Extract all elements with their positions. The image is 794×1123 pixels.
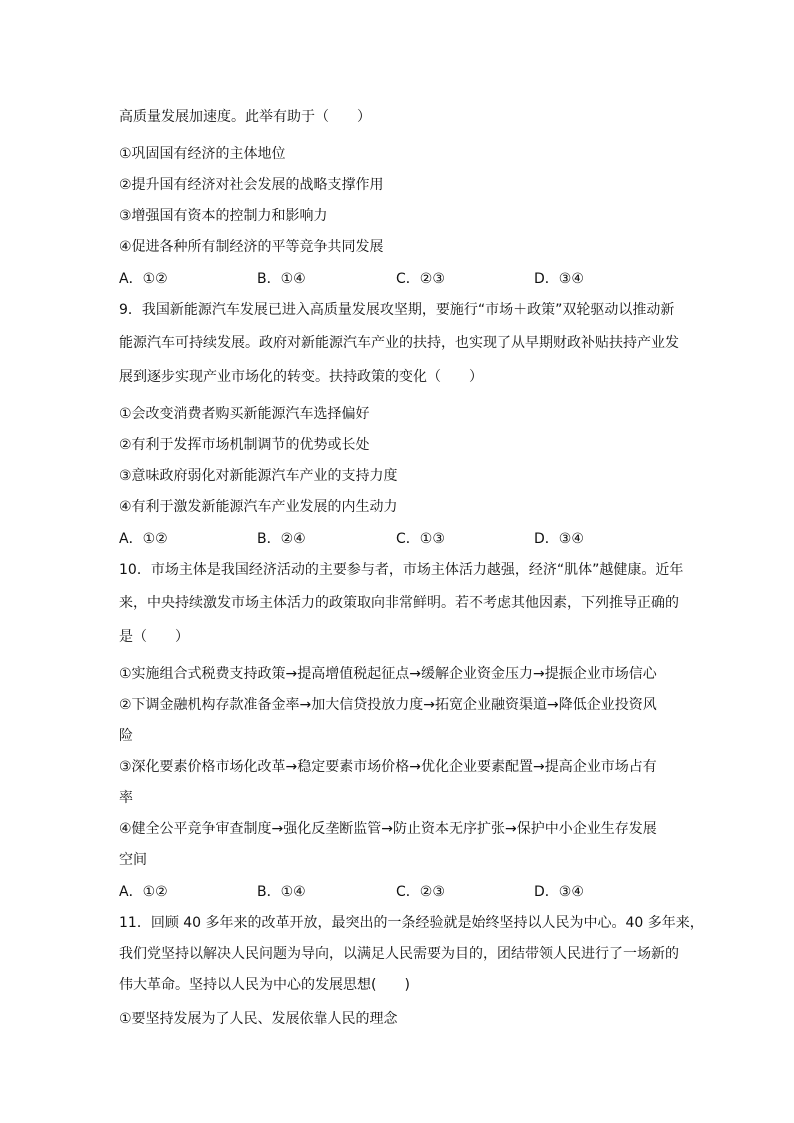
q8-option-a: A．①② [119,271,168,287]
q10-item-3-cont: 率 [119,790,133,806]
q10-item-4: ④健全公平竞争审查制度→强化反垄断监管→防止资本无序扩张→保护中小企业生存发展 [119,821,657,837]
q9-item-1: ①会改变消费者购买新能源汽车选择偏好 [119,406,370,422]
q8-option-d: D．③④ [534,271,584,287]
q11-stem-line-2: 我们党坚持以解决人民问题为导向，以满足人民需要为目的，团结带领人民进行了一场新的 [119,946,679,962]
q10-item-1: ①实施组合式税费支持政策→提高增值税起征点→缓解企业资金压力→提振企业市场信心 [119,666,657,682]
q10-option-a: A．①② [119,884,168,900]
q9-option-c: C．①③ [396,531,445,547]
q8-item-4: ④促进各种所有制经济的平等竞争共同发展 [119,239,384,255]
q8-item-3: ③增强国有资本的控制力和影响力 [119,208,328,224]
q8-item-1: ①巩固国有经济的主体地位 [119,146,286,162]
q10-option-d: D．③④ [534,884,584,900]
q8-option-c: C．②③ [396,271,445,287]
q10-stem-line-3: 是（ ） [119,629,189,645]
q10-item-2: ②下调金融机构存款准备金率→加大信贷投放力度→拓宽企业融资渠道→降低企业投资风 [119,697,657,713]
q9-item-2: ②有利于发挥市场机制调节的优势或长处 [119,437,370,453]
q10-options [119,882,679,902]
q10-item-2-cont: 险 [119,728,133,744]
q10-item-4-cont: 空间 [119,852,147,868]
q8-options [119,269,679,289]
q10-option-c: C．②③ [396,884,445,900]
q11-item-1: ①要坚持发展为了人民、发展依靠人民的理念 [119,1011,398,1027]
q9-option-d: D．③④ [534,531,584,547]
q9-item-3: ③意味政府弱化对新能源汽车产业的支持力度 [119,468,398,484]
q9-option-a: A．①② [119,531,168,547]
q9-stem-line-3: 展到逐步实现产业市场化的转变。扶持政策的变化（ ） [119,369,483,385]
q8-item-2: ②提升国有经济对社会发展的战略支撑作用 [119,177,384,193]
q10-stem-line-2: 来，中央持续激发市场主体活力的政策取向非常鲜明。若不考虑其他因素，下列推导正确的 [119,595,679,611]
q10-item-3: ③深化要素价格市场化改革→稳定要素市场价格→优化企业要素配置→提高企业市场占有 [119,759,657,775]
q9-stem-line-1: 9．我国新能源汽车发展已进入高质量发展攻坚期，要施行“市场＋政策”双轮驱动以推动新 [119,302,675,318]
q9-stem-line-2: 能源汽车可持续发展。政府对新能源汽车产业的扶持，也实现了从早期财政补贴扶持产业发 [119,335,679,351]
q9-options [119,529,679,549]
q8-stem-tail: 高质量发展加速度。此举有助于（ ） [119,109,371,125]
q9-option-b: B．②④ [257,531,306,547]
q11-stem-line-3: 伟大革命。坚持以人民为中心的发展思想( ) [119,977,410,993]
q8-option-b: B．①④ [257,271,306,287]
q11-stem-line-1: 11．回顾 40 多年来的改革开放，最突出的一条经验就是始终坚持以人民为中心。40 多年来， [119,915,704,931]
q9-item-4: ④有利于激发新能源汽车产业发展的内生动力 [119,499,398,515]
q10-stem-line-1: 10．市场主体是我国经济活动的主要参与者，市场主体活力越强，经济“肌体”越健康。近年 [119,562,684,578]
q10-option-b: B．①④ [257,884,306,900]
